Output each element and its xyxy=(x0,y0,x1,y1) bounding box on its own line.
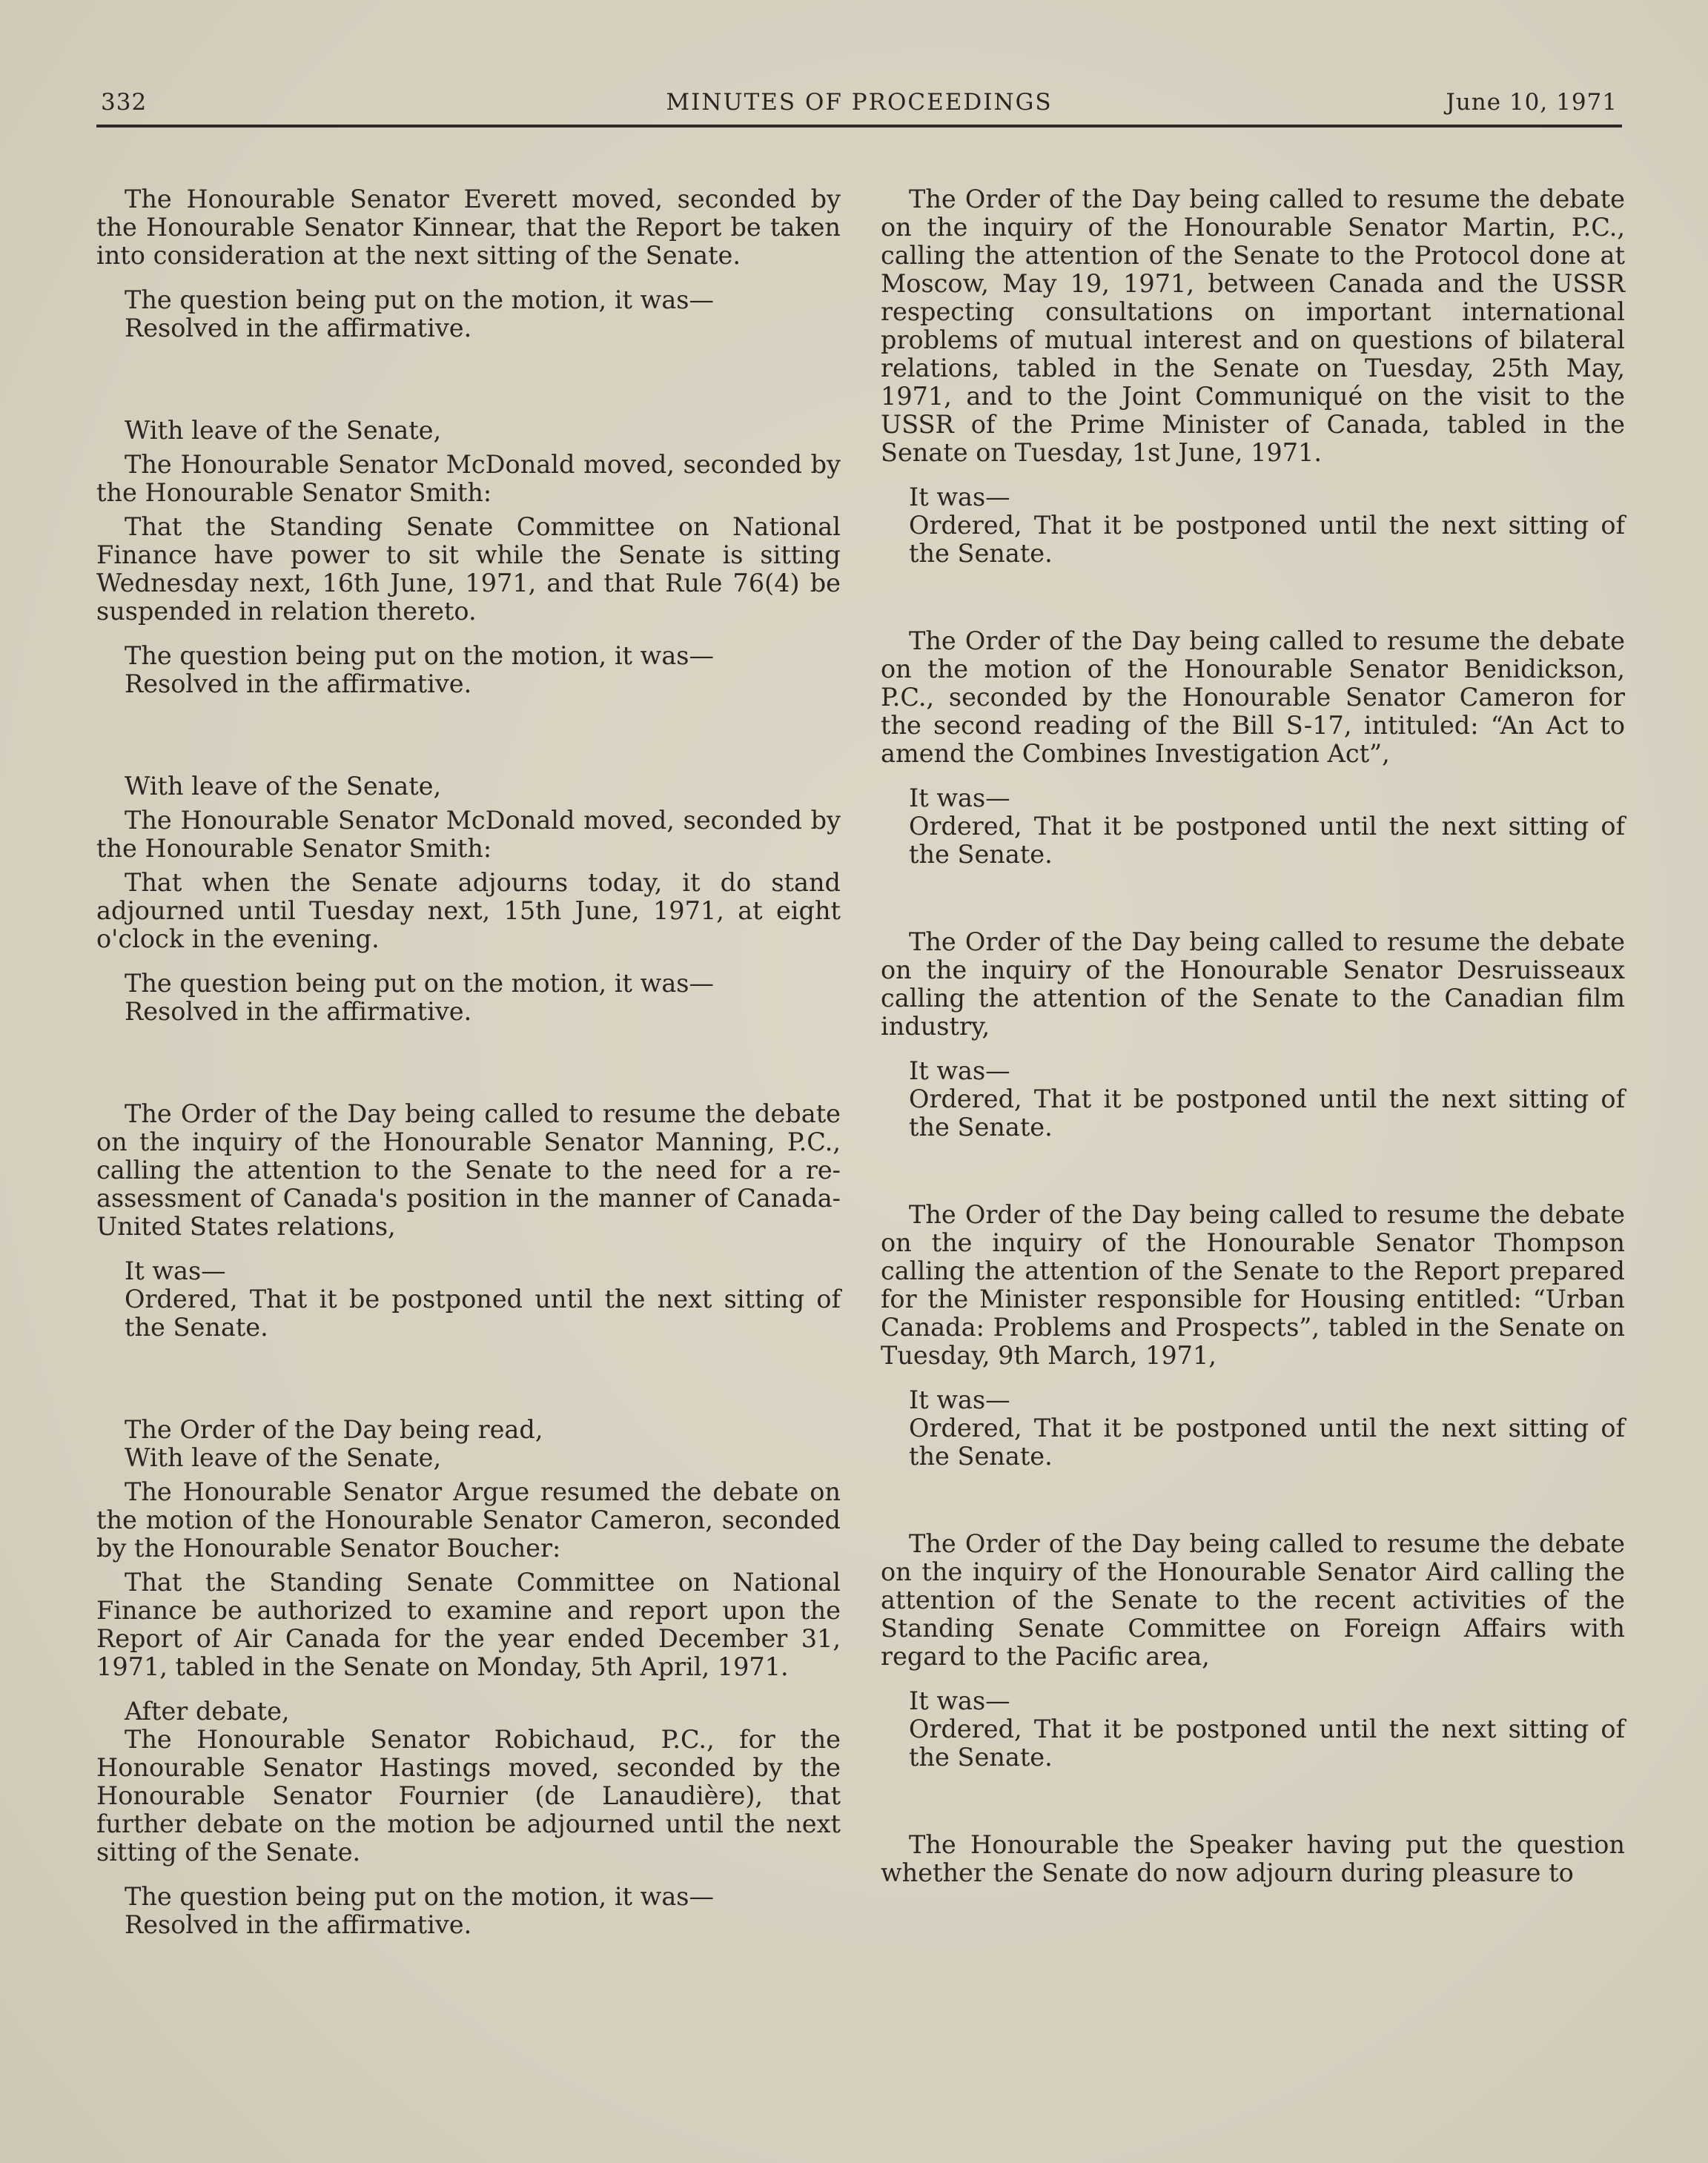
paragraph: That when the Senate adjourns today, it do stand adjourned until Tuesday next, 15th June, 1971, at eight o'clock in the evening. xyxy=(96,868,841,953)
paragraph: Ordered, That it be postponed until the next sitting of the Senate. xyxy=(909,1414,1625,1471)
paragraph: Ordered, That it be postponed until the next sitting of the Senate. xyxy=(909,511,1625,568)
entry-thompson-inquiry xyxy=(881,1201,1625,1471)
paragraph: That the Standing Senate Committee on National Finance be authorized to examine and report upon the Report of Air Canada for the year ended December 31, 1971, tabled in the Senate on Monday, 5th April, 1971. xyxy=(96,1568,841,1681)
paragraph: The question being put on the motion, it was— xyxy=(125,285,715,314)
paragraph: The Honourable Senator Everett moved, seconded by the Honourable Senator Kinnear, that the Report be taken into consideration at the next sitting of the Senate. xyxy=(96,185,841,270)
paragraph: The Honourable Senator McDonald moved, seconded by the Honourable Senator Smith: xyxy=(96,806,841,863)
paragraph: It was— xyxy=(909,1385,1010,1414)
paragraph: The question being put on the motion, it was— xyxy=(125,969,715,998)
entry-manning-inquiry xyxy=(96,1100,841,1342)
entry-martin-inquiry xyxy=(881,185,1625,568)
paragraph: The Order of the Day being read, xyxy=(125,1415,543,1444)
paragraph: The Honourable Senator McDonald moved, seconded by the Honourable Senator Smith: xyxy=(96,450,841,507)
entry-desruisseaux-inquiry xyxy=(881,928,1625,1142)
paragraph: That the Standing Senate Committee on National Finance have power to sit while the Senate is sitting Wednesday next, 16th June, 1971, and that Rule 76(4) be suspended in relation thereto. xyxy=(96,512,841,626)
paragraph: The Order of the Day being called to resume the debate on the motion of the Honourable Senator Benidickson, P.C., seconded by the Honourable Senator Cameron for the second reading of the Bill S-17, intituled: “An Act to amend the Combines Investigation Act”, xyxy=(881,626,1625,768)
entry-argue-debate xyxy=(96,1416,841,1939)
paragraph: The Honourable Senator Argue resumed the debate on the motion of the Honourable Senator Cameron, seconded by the Honourable Senator Boucher: xyxy=(96,1477,841,1563)
paragraph: Resolved in the affirmative. xyxy=(125,314,472,342)
entry-mcdonald-committee-motion xyxy=(96,417,841,698)
paragraph: The Order of the Day being called to resume the debate on the inquiry of the Honourable Senator Manning, P.C., calling the attention to the Senate to the need for a re-assessment of Canada's position in the manner of Canada-United States relations, xyxy=(96,1099,841,1241)
paragraph: Resolved in the affirmative. xyxy=(125,997,472,1026)
entry-mcdonald-adjournment-motion xyxy=(96,772,841,1026)
paragraph: Ordered, That it be postponed until the next sitting of the Senate. xyxy=(125,1285,841,1342)
left-column xyxy=(96,185,841,2013)
paragraph: The question being put on the motion, it was— xyxy=(125,641,715,670)
entry-aird-inquiry xyxy=(881,1530,1625,1772)
paragraph: The Order of the Day being called to resume the debate on the inquiry of the Honourable Senator Desruisseaux calling the attention of the Senate to the Canadian film industry, xyxy=(881,927,1625,1041)
paragraph: It was— xyxy=(909,1056,1010,1085)
page-date: June 10, 1971 xyxy=(1446,89,1618,116)
page-title: MINUTES OF PROCEEDINGS xyxy=(666,89,1053,116)
paragraph: It was— xyxy=(125,1256,226,1285)
paragraph: Ordered, That it be postponed until the next sitting of the Senate. xyxy=(909,1084,1625,1142)
paragraph: It was— xyxy=(909,1686,1010,1715)
page-header xyxy=(96,87,1622,127)
paragraph: The question being put on the motion, it was— xyxy=(125,1882,715,1911)
paragraph: Resolved in the affirmative. xyxy=(125,669,472,698)
paragraph: The Order of the Day being called to resume the debate on the inquiry of the Honourable Senator Aird calling the attention of the Senate to the recent activities of the Standing Senate Committee on Foreign Affairs with regard to the Pacific area, xyxy=(881,1529,1625,1671)
paragraph: The Honourable Senator Robichaud, P.C., for the Honourable Senator Hastings moved, seconded by the Honourable Senator Fournier (de Lanaudière), that further debate on the motion be adjourned until the next sitting of the Senate. xyxy=(96,1725,841,1866)
paragraph: The Order of the Day being called to resume the debate on the inquiry of the Honourable Senator Thompson calling the attention of the Senate to the Report prepared for the Minister responsible for Housing entitled: “Urban Canada: Problems and Prospects”, tabled in the Senate on Tuesday, 9th March, 1971, xyxy=(881,1200,1625,1370)
paragraph: With leave of the Senate, xyxy=(125,416,442,445)
entry-benidickson-motion xyxy=(881,627,1625,869)
entry-speaker-question xyxy=(881,1831,1625,1887)
right-column xyxy=(881,185,1625,1947)
page-number: 332 xyxy=(101,89,148,116)
paragraph: Ordered, That it be postponed until the next sitting of the Senate. xyxy=(909,1715,1625,1772)
paragraph: Resolved in the affirmative. xyxy=(125,1910,472,1939)
entry-everett-motion xyxy=(96,185,841,342)
paragraph: With leave of the Senate, xyxy=(125,1443,442,1472)
paragraph: The Honourable the Speaker having put the question whether the Senate do now adjourn during pleasure to xyxy=(881,1830,1625,1887)
paragraph: It was— xyxy=(909,784,1010,812)
paragraph: It was— xyxy=(909,483,1010,511)
paragraph: After debate, xyxy=(125,1697,290,1726)
paragraph: With leave of the Senate, xyxy=(125,772,442,801)
paragraph: The Order of the Day being called to resume the debate on the inquiry of the Honourable Senator Martin, P.C., calling the attention of the Senate to the Protocol done at Moscow, May 19, 1971, between Canada and the USSR respecting consultations on important international problems of mutual interest and on questions of bilateral relations, tabled in the Senate on Tuesday, 25th May, 1971, and to the Joint Communiqué on the visit to the USSR of the Prime Minister of Canada, tabled in the Senate on Tuesday, 1st June, 1971. xyxy=(881,185,1625,467)
paragraph: Ordered, That it be postponed until the next sitting of the Senate. xyxy=(909,812,1625,869)
